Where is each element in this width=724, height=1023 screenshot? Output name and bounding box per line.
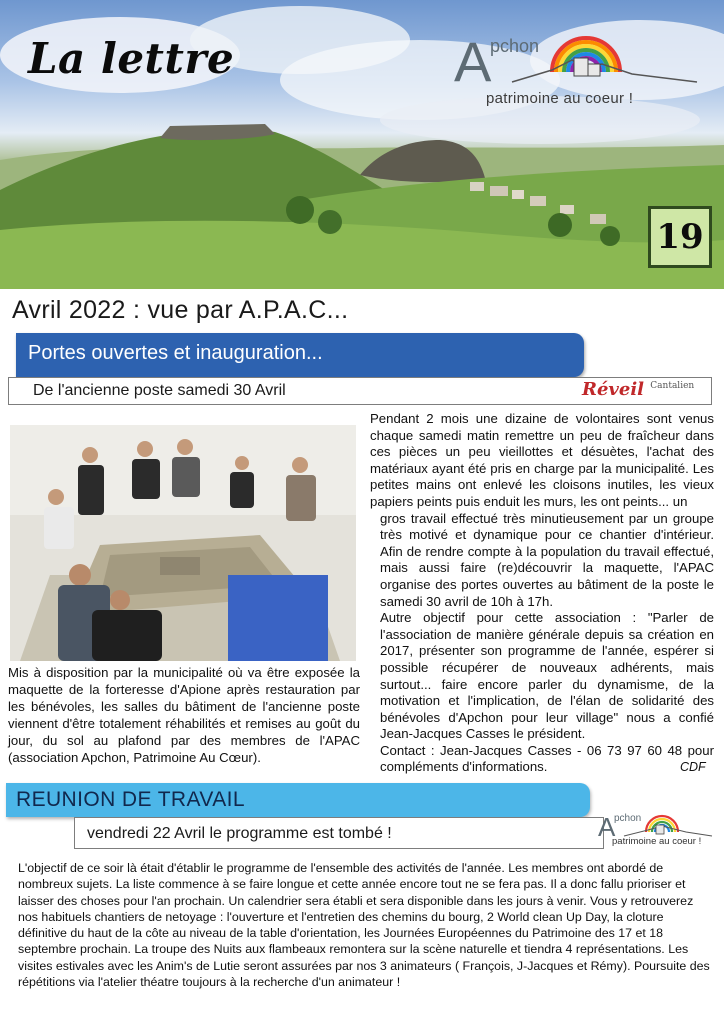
section1-banner: Portes ouvertes et inauguration...: [16, 333, 584, 377]
article-text: [370, 411, 714, 776]
headline: Avril 2022 : vue par A.P.A.C...: [12, 296, 349, 324]
section2-subtitle: vendredi 22 Avril le programme est tombé !: [74, 817, 604, 849]
hero-landscape: [0, 0, 724, 289]
section2-body: L'objectif de ce soir là était d'établir le programme de l'ensemble des activités de l'année. Les membres ont abordé de nombreux sujets. La liste commence à se faire longue et cette année encore tout ne se fera pas. Il a donc fallu prioriser et laisser des choses pour l'an prochain. Un calendrier sera établi et sera disponible dans les jours à venir. Vous y retrouverez nos habituels chantiers de netoyage : l'ouverture et l'entretien des chemins du bourg, 2 World clean Up Day, la cloture définitive du haut de la côte au niveau de la table d'orientation, les Journées Européennes du Patrimoine des 17 et 18 septembre prochain. La troupe des Nuits aux flambeaux remontera sur la scène naturelle et tiendra 4 représentations. Les visites estivales avec les Anim's de Lutie seront assurées par nos 3 animateurs ( François, J-Jacques et Rémy). Poursuite des répétitions via l'atelier théatre toujours à la recherche d'un animateur !: [18, 861, 710, 990]
logo-initial: A: [454, 30, 492, 93]
article-paragraph-1: Pendant 2 mois une dizaine de volontaires sont venus chaque samedi matin remettre un peu de fraîcheur dans ces pièces un peu vieillottes et désuètes, l'achat des matériaux ayant été pris en charge par la municipalité. Les petites mains ont enlevé les cloisons inutiles, les vieux papiers peints puis enduit les murs, les ont peints... un: [370, 411, 714, 509]
section2-banner: REUNION DE TRAVAIL: [6, 783, 590, 817]
article-paragraph-2: gros travail effectué très minutieusement par un groupe très motivé et dynamique pour ce chantier d'intérieur. Afin de rendre compte à la population du travail effectué, mais aussi faire (re)découvrir la maquette, l'APAC organise des portes ouvertes au bâtiment de la poste le samedi 30 avril de 10h à 17h.: [380, 510, 714, 609]
logo-small-initial: A: [598, 812, 616, 842]
section1-subtitle: De l'ancienne poste samedi 30 Avril: [8, 377, 712, 405]
volunteers-photo-illustration: [10, 425, 356, 661]
volunteers-photo: [10, 425, 356, 661]
newsletter-title: La lettre: [28, 34, 235, 83]
logo-small-tagline: patrimoine au coeur !: [612, 836, 702, 847]
photo-caption: Mis à disposition par la municipalité où va être exposée la maquette de la forteresse d'Apione après restauration par les bénévoles, les salles du bâtiment de l'ancienne poste viennent d'être totalement réhabilités et remises au goût du jour, du sol au plafond par des membres de l'APAC (association Apchon, Patrimoine Au Cœur).: [8, 665, 360, 765]
apchon-logo-small: [596, 808, 714, 852]
reveil-cantalien-logo: [582, 379, 710, 403]
logo-name: pchon: [490, 36, 540, 56]
issue-number-badge: 19: [648, 206, 712, 268]
article-signature: CDF: [680, 760, 706, 774]
logo-tagline: patrimoine au coeur !: [486, 90, 634, 107]
article-paragraph-4: Contact : Jean-Jacques Casses - 06 73 97 60 48 pour compléments d'informations.: [380, 742, 714, 775]
article-paragraph-3: Autre objectif pour cette association : "Parler de l'association de manière générale depuis sa création en 2017, présenter son programme de l'année, espérer si possible récupérer de nouveaux adhérents, mais surtout... faire encore parler du dynamisme, de la motivation et l'implication, de l'élan de solidarité des bénévoles d'Apchon pour leur village" nous a confié Jean-Jacques Casses le président.: [380, 610, 714, 742]
reveil-logo-text: Réveil: [582, 379, 644, 400]
logo-small-name: pchon: [614, 813, 642, 824]
reveil-logo-sub: Cantalien: [650, 381, 695, 391]
apchon-logo: [452, 24, 702, 116]
